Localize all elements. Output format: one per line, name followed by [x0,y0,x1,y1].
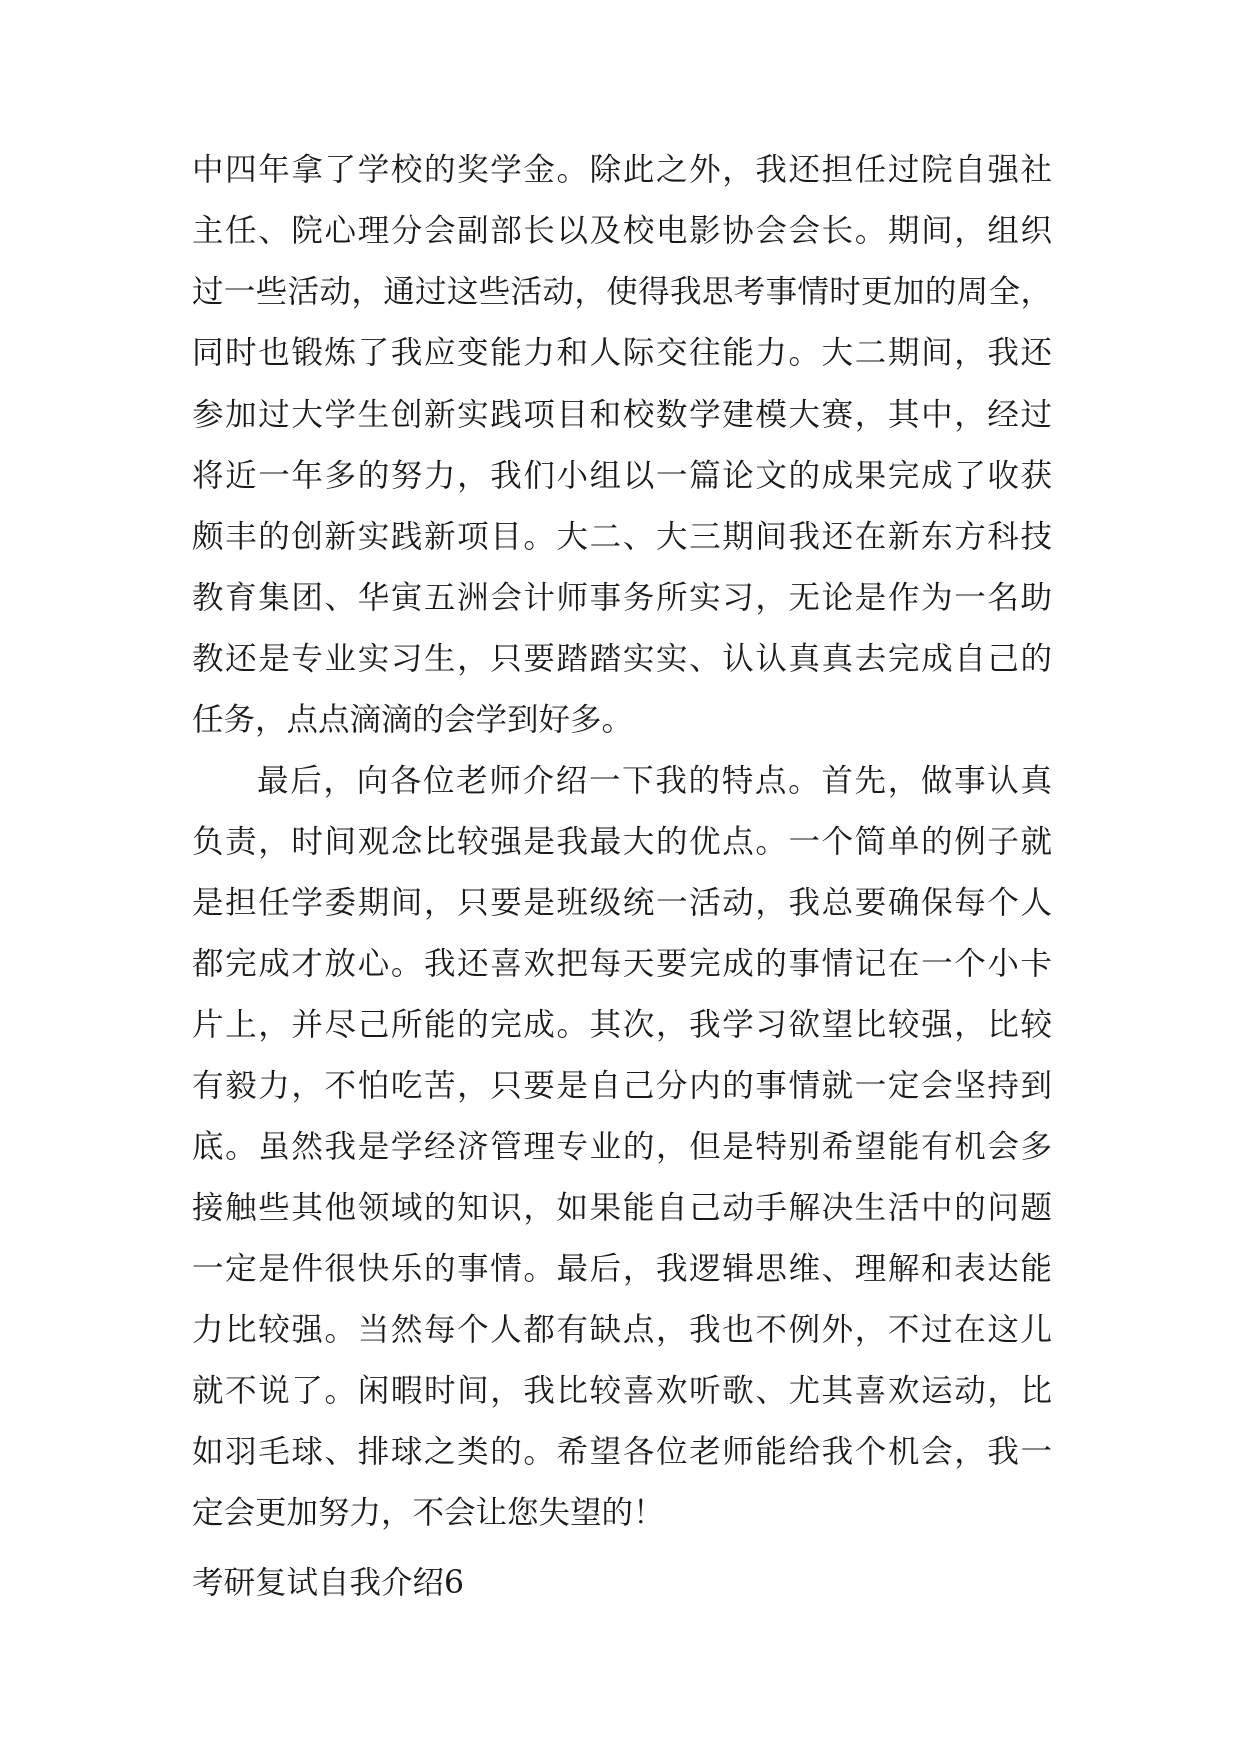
text-line: 主任、院心理分会副部长以及校电影协会会长。期间，组织 [192,213,1052,249]
text-line: 一定是件很快乐的事情。最后，我逻辑思维、理解和表达能 [192,1251,1052,1287]
text-line: 将近一年多的努力，我们小组以一篇论文的成果完成了收获 [192,458,1052,494]
text-line: 同时也锻炼了我应变能力和人际交往能力。大二期间，我还 [192,335,1052,371]
section-heading: 考研复试自我介绍6 [192,1565,465,1601]
text-line: 教还是专业实习生，只要踏踏实实、认认真真去完成自己的 [192,641,1052,677]
text-line: 力比较强。当然每个人都有缺点，我也不例外，不过在这儿 [192,1312,1052,1348]
text-line: 有毅力，不怕吃苦，只要是自己分内的事情就一定会坚持到 [192,1068,1052,1104]
text-line: 接触些其他领域的知识，如果能自己动手解决生活中的问题 [192,1190,1052,1226]
text-line: 如羽毛球、排球之类的。希望各位老师能给我个机会，我一 [192,1434,1052,1470]
text-line: 片上，并尽己所能的完成。其次，我学习欲望比较强，比较 [192,1007,1052,1043]
text-line: 参加过大学生创新实践项目和校数学建模大赛，其中，经过 [192,397,1052,433]
text-line: 都完成才放心。我还喜欢把每天要完成的事情记在一个小卡 [192,946,1052,982]
text-line: 是担任学委期间，只要是班级统一活动，我总要确保每个人 [192,885,1052,921]
text-line: 负责，时间观念比较强是我最大的优点。一个简单的例子就 [192,824,1052,860]
text-line: 定会更加努力，不会让您失望的！ [192,1495,665,1531]
text-line: 中四年拿了学校的奖学金。除此之外，我还担任过院自强社 [192,152,1052,188]
text-line: 教育集团、华寅五洲会计师事务所实习，无论是作为一名助 [192,580,1052,616]
text-line: 过一些活动，通过这些活动，使得我思考事情时更加的周全， [192,274,1052,310]
text-line: 颇丰的创新实践新项目。大二、大三期间我还在新东方科技 [192,519,1052,555]
text-line: 底。虽然我是学经济管理专业的，但是特别希望能有机会多 [192,1129,1052,1165]
text-line: 任务，点点滴滴的会学到好多。 [192,702,634,738]
text-line: 就不说了。闲暇时间，我比较喜欢听歌、尤其喜欢运动，比 [192,1373,1052,1409]
text-line: 最后，向各位老师介绍一下我的特点。首先，做事认真 [257,763,1052,799]
